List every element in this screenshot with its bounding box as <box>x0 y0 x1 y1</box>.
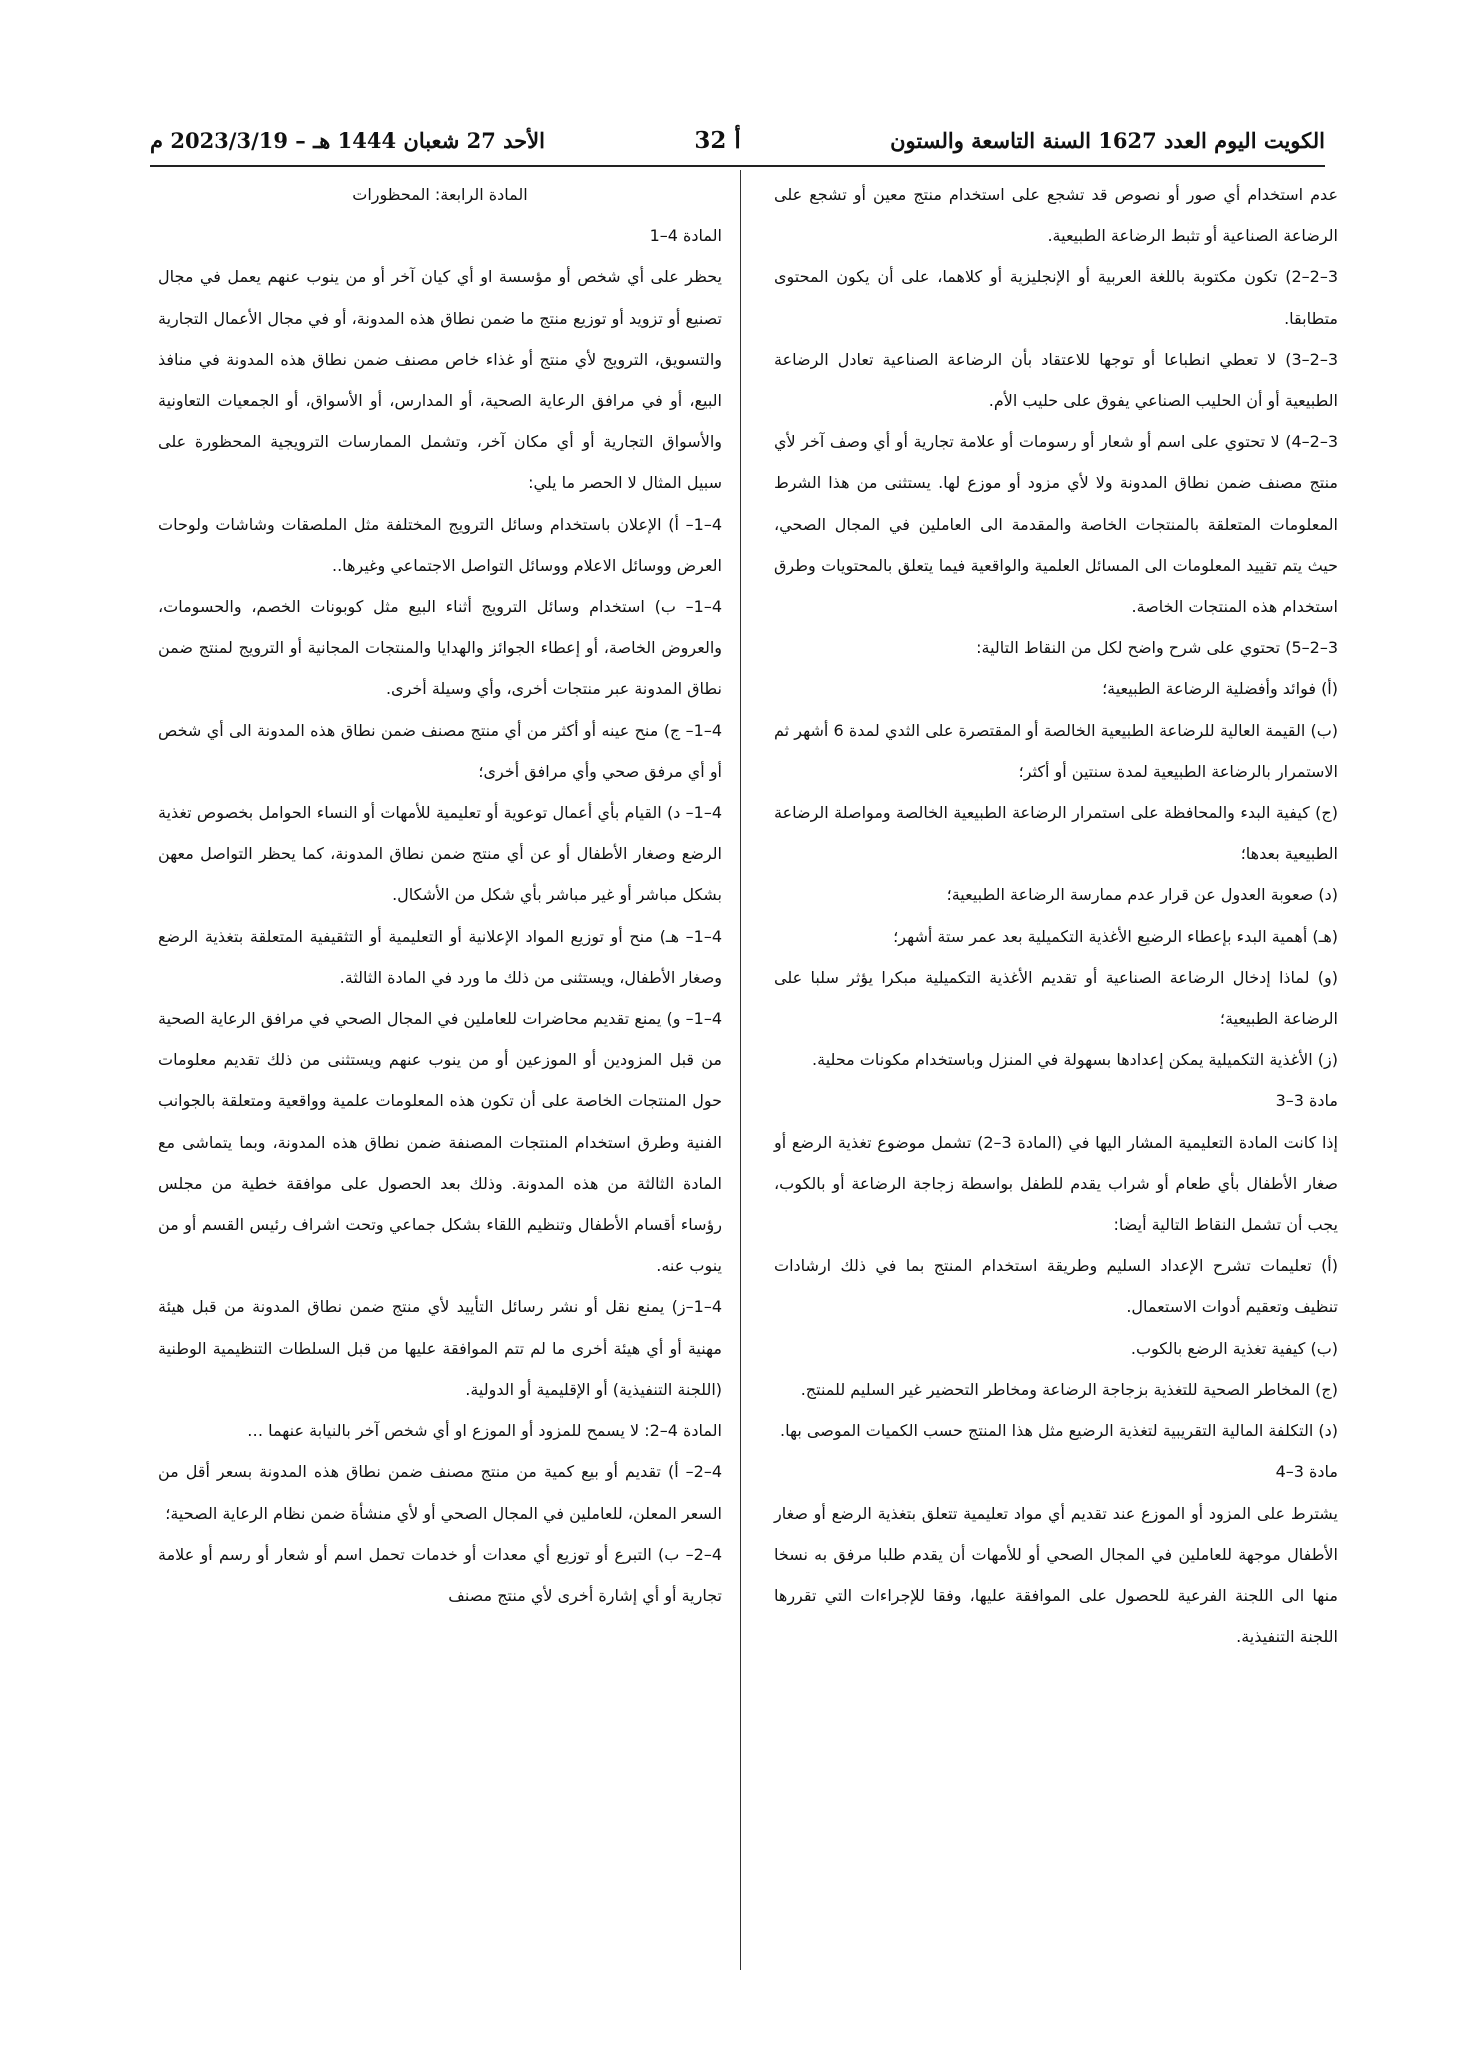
list-item: (أ) فوائد وأفضلية الرضاعة الطبيعية؛ <box>1102 679 1338 699</box>
paragraph: إذا كانت المادة التعليمية المشار اليها في (المادة 3–2) تشمل موضوع تغذية الرضع أو صغار الأطفال بأي طعام أو شراب يقدم للطفل بواسطة زجاجة الرضاعة أو بالكوب، يجب أن تشمل النقاط التالية أيضا: <box>774 1132 1339 1235</box>
paragraph: يشترط على المزود أو الموزع عند تقديم أي مواد تعليمية تتعلق بتغذية الرضع أو صغار الأطفال موجهة للعاملين في المجال الصحي أو للأمهات أن يقدم طلبا مرفق به نسخا منها الى اللجنة الفرعية للحصول على الموافقة عليها، وفقا للإجراءات التي تقررها اللجنة التنفيذية. <box>774 1503 1338 1647</box>
page-number: أ 32 <box>694 126 741 154</box>
header-issue: الكويت اليوم العدد 1627 السنة التاسعة والستون <box>890 127 1325 153</box>
clause: 4–1–ز) يمنع نقل أو نشر رسائل التأييد لأي منتج ضمن نطاق المدونة من قبل هيئة مهنية أو أي هيئة أخرى ما لم تتم الموافقة عليها من قبل السلطات التنظيمية الوطنية (اللجنة التنفيذية) أو الإقليمية أو الدولية. <box>158 1297 722 1399</box>
clause: 4–1– هـ) منح أو توزيع المواد الإعلانية أو التعليمية أو التثقيفية المتعلقة بتغذية الرضع وصغار الأطفال، ويستثنى من ذلك ما ورد في المادة الثالثة. <box>158 926 722 987</box>
page-header <box>150 118 1325 162</box>
paragraph: عدم استخدام أي صور أو نصوص قد تشجع على استخدام منتج معين أو تشجع على الرضاعة الصناعية أو تثبط الرضاعة الطبيعية. <box>774 185 1338 246</box>
clause: 4–1– د) القيام بأي أعمال توعوية أو تعليمية للأمهات أو النساء الحوامل بخصوص تغذية الرضع وصغار الأطفال أو عن أي منتج ضمن نطاق المدونة، كما يحظر التواصل معهن بشكل مباشر أو غير مباشر بأي شكل من الأشكال. <box>158 803 722 905</box>
article-heading: المادة 4–1 <box>649 226 722 246</box>
clause: 3–2–3) لا تعطي انطباعا أو توجها للاعتقاد بأن الرضاعة الصناعية تعادل الرضاعة الطبيعية أو أن الحليب الصناعي يفوق على حليب الأم. <box>774 349 1338 411</box>
article-heading: المادة 4–2: لا يسمح للمزود أو الموزع او أي شخص آخر بالنيابة عنهما … <box>247 1421 722 1441</box>
clause: 3–2–4) لا تحتوي على اسم أو شعار أو رسومات أو علامة تجارية أو أي وصف آخر لأي منتج مصنف ضمن نطاق المدونة ولا لأي مزود أو موزع لها. يستثنى من هذا الشرط المعلومات المتعلقة بالمنتجات الخاصة والمقدمة الى العاملين في المجال الصحي، حيث يتم تقييد المعلومات الى المسائل العلمية والواقعية فيما يتعلق بالمحتويات وطرق استخدام هذه المنتجات الخاصة. <box>774 432 1338 617</box>
list-item: (و) لماذا إدخال الرضاعة الصناعية أو تقديم الأغذية التكميلية مبكرا يؤثر سلبا على الرضاعة الطبيعية؛ <box>774 967 1338 1029</box>
clause: 4–1– أ) الإعلان باستخدام وسائل الترويج المختلفة مثل الملصقات وشاشات ولوحات العرض ووسائل الاعلام ووسائل التواصل الاجتماعي وغيرها.. <box>158 514 722 575</box>
clause: 4–2– ب) التبرع أو توزيع أي معدات أو خدمات تحمل اسم أو شعار أو رسم أو علامة تجارية أو أي إشارة أخرى لأي منتج مصنف <box>158 1544 722 1605</box>
list-item: (ب) القيمة العالية للرضاعة الطبيعية الخالصة أو المقتصرة على الثدي لمدة 6 أشهر ثم الاستمرار بالرضاعة الطبيعية لمدة سنتين أو أكثر؛ <box>774 720 1339 781</box>
list-item: (د) التكلفة المالية التقريبية لتغذية الرضيع مثل هذا المنتج حسب الكميات الموصى بها. <box>780 1421 1338 1441</box>
list-item: (ج) المخاطر الصحية للتغذية بزجاجة الرضاعة ومخاطر التحضير غير السليم للمنتج. <box>800 1379 1338 1399</box>
list-item: (أ) تعليمات تشرح الإعداد السليم وطريقة استخدام المنتج بما في ذلك ارشادات تنظيف وتعقيم أدوات الاستعمال. <box>774 1256 1338 1317</box>
list-item: (ز) الأغذية التكميلية يمكن إعدادها بسهولة في المنزل وباستخدام مكونات محلية. <box>812 1050 1338 1070</box>
list-item: (هـ) أهمية البدء بإعطاء الرضيع الأغذية التكميلية بعد عمر ستة أشهر؛ <box>893 926 1338 946</box>
clause: 4–1– ب) استخدام وسائل الترويج أثناء البيع مثل كوبونات الخصم، والحسومات، والعروض الخاصة، أو إعطاء الجوائز والهدايا والمنتجات المجانية أو الترويج لمنتج ضمن نطاق المدونة عبر منتجات أخرى، وأي وسيلة أخرى. <box>158 597 722 699</box>
clause: 4–1– و) يمنع تقديم محاضرات للعاملين في المجال الصحي في مرافق الرعاية الصحية من قبل المزودين أو الموزعين أو من ينوب عنهم ويستثنى من ذلك تقديم معلومات حول المنتجات الخاصة على أن تكون هذه المعلومات علمية وواقعية ومتعلقة بالجوانب الفنية وطرق استخدام المنتجات المصنفة ضمن نطاق هذه المدونة، وبما يتماشى مع المادة الثالثة من هذه المدونة. وذلك بعد الحصول على موافقة خطية من مجلس رؤساء أقسام الأطفال وتنظيم اللقاء بشكل جماعي وتحت اشراف رئيس القسم أو من ينوب عنه. <box>158 1009 722 1276</box>
section-heading: المادة الرابعة: المحظورات <box>352 185 528 204</box>
list-item: (ج) كيفية البدء والمحافظة على استمرار الرضاعة الطبيعية الخالصة ومواصلة الرضاعة الطبيعية بعدها؛ <box>774 803 1338 864</box>
left-column <box>158 174 722 1616</box>
list-item: (د) صعوبة العدول عن قرار عدم ممارسة الرضاعة الطبيعية؛ <box>946 885 1338 905</box>
article-heading: مادة 3–3 <box>1275 1091 1338 1111</box>
header-date: الأحد 27 شعبان 1444 هـ – 2023/3/19 م <box>150 127 545 153</box>
clause: 4–1– ج) منح عينه أو أكثر من أي منتج مصنف ضمن نطاق هذه المدونة الى أي شخص أو أي مرفق صحي وأي مرافق أخرى؛ <box>158 720 722 781</box>
clause: 3–2–5) تحتوي على شرح واضح لكل من النقاط التالية: <box>976 638 1338 658</box>
article-heading: مادة 3–4 <box>1275 1462 1338 1482</box>
clause: 3–2–2) تكون مكتوبة باللغة العربية أو الإنجليزية أو كلاهما، على أن يكون المحتوى متطابقا. <box>774 267 1338 328</box>
paragraph: يحظر على أي شخص أو مؤسسة او أي كيان آخر أو من ينوب عنهم يعمل في مجال تصنيع أو تزويد أو توزيع منتج ما ضمن نطاق هذه المدونة، أو في مجال الأعمال التجارية والتسويق، الترويج لأي منتج أو غذاء خاص مصنف ضمن نطاق هذه المدونة في منافذ البيع، أو في مرافق الرعاية الصحية، أو المدارس، أو الأسواق، أو الجمعيات التعاونية والأسواق التجارية أو أي مكان آخر، وتشمل الممارسات الترويجية المحظورة على سبيل المثال لا الحصر ما يلي: <box>158 267 722 493</box>
header-rule <box>150 165 1325 167</box>
clause: 4–2– أ) تقديم أو بيع كمية من منتج مصنف ضمن نطاق هذه المدونة بسعر أقل من السعر المعلن، للعاملين في المجال الصحي أو لأي منشأة ضمن نظام الرعاية الصحية؛ <box>158 1462 722 1523</box>
right-column <box>774 174 1338 1657</box>
list-item: (ب) كيفية تغذية الرضع بالكوب. <box>1130 1338 1338 1358</box>
column-divider <box>740 170 741 1970</box>
